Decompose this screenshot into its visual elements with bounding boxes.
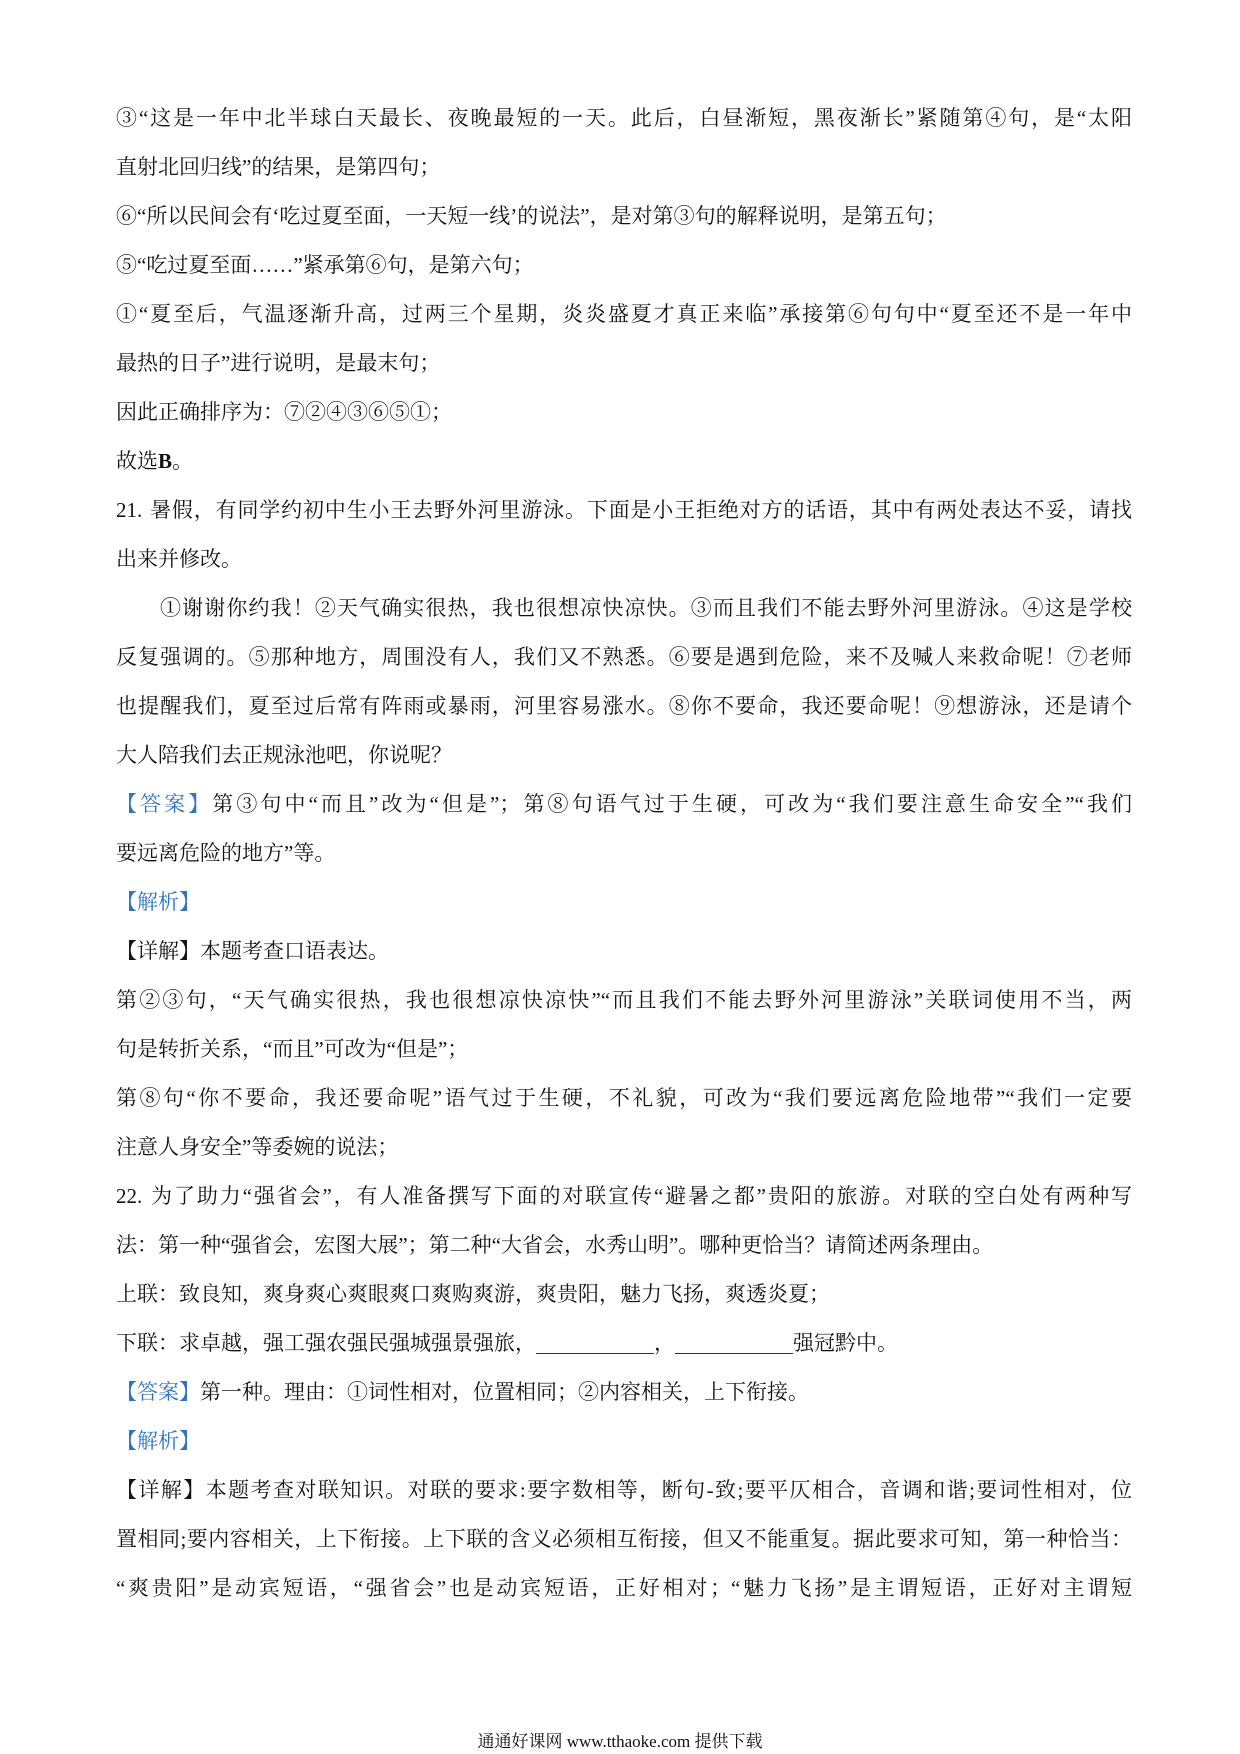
q21-answer-text: 第③句中“而且”改为“但是”；第⑧句语气过于生硬，可改为“我们要注意生命安全”“我们	[212, 792, 1133, 816]
q22-answer-line	[116, 1368, 1132, 1417]
q21-passage-line-2: 反复强调的。⑤那种地方，周围没有人，我们又不熟悉。⑥要是遇到危险，来不及喊人来救命呢！⑦老师	[116, 645, 1132, 669]
q20-conclusion-end: 。	[172, 449, 194, 473]
document-body	[116, 94, 1132, 1613]
q21-detail-point-2-line-2: 注意人身安全”等委婉的说法；	[116, 1135, 399, 1159]
q20-sentence-1-line-2: 最热的日子”进行说明，是最末句；	[116, 351, 441, 375]
q20-sentence-5-line: ⑤“吃过夏至面……”紧承第⑥句，是第六句；	[116, 253, 534, 277]
q21-detail-point-1-line-2: 句是转折关系，“而且”可改为“但是”；	[116, 1037, 469, 1061]
q21-answer-label: 【答案】	[116, 792, 213, 816]
q21-answer-line-1	[116, 780, 1132, 829]
q21-analysis-label: 【解析】	[116, 890, 200, 914]
q22-stem-line-1	[116, 1172, 1132, 1221]
q22-analysis-label: 【解析】	[116, 1429, 200, 1453]
q22-stem-line-2: 法：第一种“强省会，宏图大展”；第二种“大省会，水秀山明”。哪种更恰当？请简述两条理由。	[116, 1233, 994, 1257]
q22-number: 22.	[116, 1184, 143, 1208]
q21-detail-point-2-line-1: 第⑧句“你不要命，我还要命呢”语气过于生硬，不礼貌，可改为“我们要远离危险地带”“我们一定要	[116, 1086, 1132, 1110]
q21-analysis-heading	[116, 878, 1132, 927]
q21-stem-line-1	[116, 486, 1132, 535]
q20-conclusion-text: 故选	[116, 449, 158, 473]
q20-sentence-1-line-1: ①“夏至后，气温逐渐升高，过两三个星期，炎炎盛夏才真正来临”承接第⑥句句中“夏至还不是一年中	[116, 302, 1132, 326]
q22-lower-couplet	[116, 1319, 1132, 1368]
q21-passage-line-3: 也提醒我们，夏至过后常有阵雨或暴雨，河里容易涨水。⑧你不要命，我还要命呢！⑨想游泳，还是请个	[116, 694, 1132, 718]
q21-stem-text: 暑假，有同学约初中生小王去野外河里游泳。下面是小王拒绝对方的话语，其中有两处表达不妥，请找	[149, 498, 1132, 522]
q22-stem-text: 为了助力“强省会”，有人准备撰写下面的对联宣传“避暑之都”贵阳的旅游。对联的空白处有两种写	[149, 1184, 1132, 1208]
q22-detail-label: 【详解】	[116, 1478, 206, 1502]
q21-passage-line-1: ①谢谢你约我！②天气确实很热，我也很想凉快凉快。③而且我们不能去野外河里游泳。④这是学校	[160, 596, 1132, 620]
q22-analysis-heading	[116, 1417, 1132, 1466]
lower-couplet-between-blanks: ，	[654, 1331, 675, 1355]
page-footer: 通通好课网 www.tthaoke.com 提供下载	[477, 1732, 763, 1751]
q22-detail-line-1	[116, 1466, 1132, 1515]
q20-correct-order: 因此正确排序为：⑦②④③⑥⑤①；	[116, 400, 452, 424]
q21-detail-label: 【详解】	[116, 939, 200, 963]
q21-detail-intro: 本题考查口语表达。	[200, 939, 389, 963]
q20-sentence-6-line: ⑥“所以民间会有‘吃过夏至面，一天短一线’的说法”，是对第③句的解释说明，是第五句；	[116, 204, 947, 228]
lower-couplet-after-blanks: 强冠黔中。	[793, 1331, 898, 1355]
q20-conclusion	[116, 437, 1132, 486]
q20-sentence-3-line-2: 直射北回归线”的结果，是第四句；	[116, 155, 441, 179]
q22-answer-text: 第一种。理由：①词性相对，位置相同；②内容相关，上下衔接。	[200, 1380, 809, 1404]
q22-detail-line-2: 置相同;要内容相关，上下衔接。上下联的含义必须相互衔接，但又不能重复。据此要求可知，第一种恰当：	[116, 1527, 1132, 1551]
q22-upper-couplet: 上联：致良知，爽身爽心爽眼爽口爽购爽游，爽贵阳，魅力飞扬，爽透炎夏；	[116, 1282, 830, 1306]
q20-conclusion-option: B	[158, 449, 173, 473]
lower-couplet-before-blanks: 下联：求卓越，强工强农强民强城强景强旅，	[116, 1331, 536, 1355]
q22-detail-line-3: “爽贵阳”是动宾短语，“强省会”也是动宾短语，正好相对；“魅力飞扬”是主谓短语，正好对主谓短	[116, 1576, 1132, 1600]
q22-answer-label: 【答案】	[116, 1380, 200, 1404]
q20-sentence-3-line-1: ③“这是一年中北半球白天最长、夜晚最短的一天。此后，白昼渐短，黑夜渐长”紧随第④句，是“太阳	[116, 106, 1132, 130]
answer-blank-1	[536, 1335, 654, 1354]
q22-detail-text: 本题考查对联知识。对联的要求:要字数相等，断句-致;要平仄相合，音调和谐;要词性相对，位	[205, 1478, 1132, 1502]
answer-blank-2	[675, 1335, 793, 1354]
q21-stem-line-2: 出来并修改。	[116, 547, 242, 571]
q21-detail-point-1-line-1: 第②③句，“天气确实很热，我也很想凉快凉快”“而且我们不能去野外河里游泳”关联词使用不当，两	[116, 988, 1132, 1012]
q21-number: 21.	[116, 498, 143, 522]
q21-answer-line-2: 要远离危险的地方”等。	[116, 841, 336, 865]
q21-detail-intro-line	[116, 927, 1132, 976]
q21-passage-line-4: 大人陪我们去正规泳池吧，你说呢？	[116, 743, 452, 767]
